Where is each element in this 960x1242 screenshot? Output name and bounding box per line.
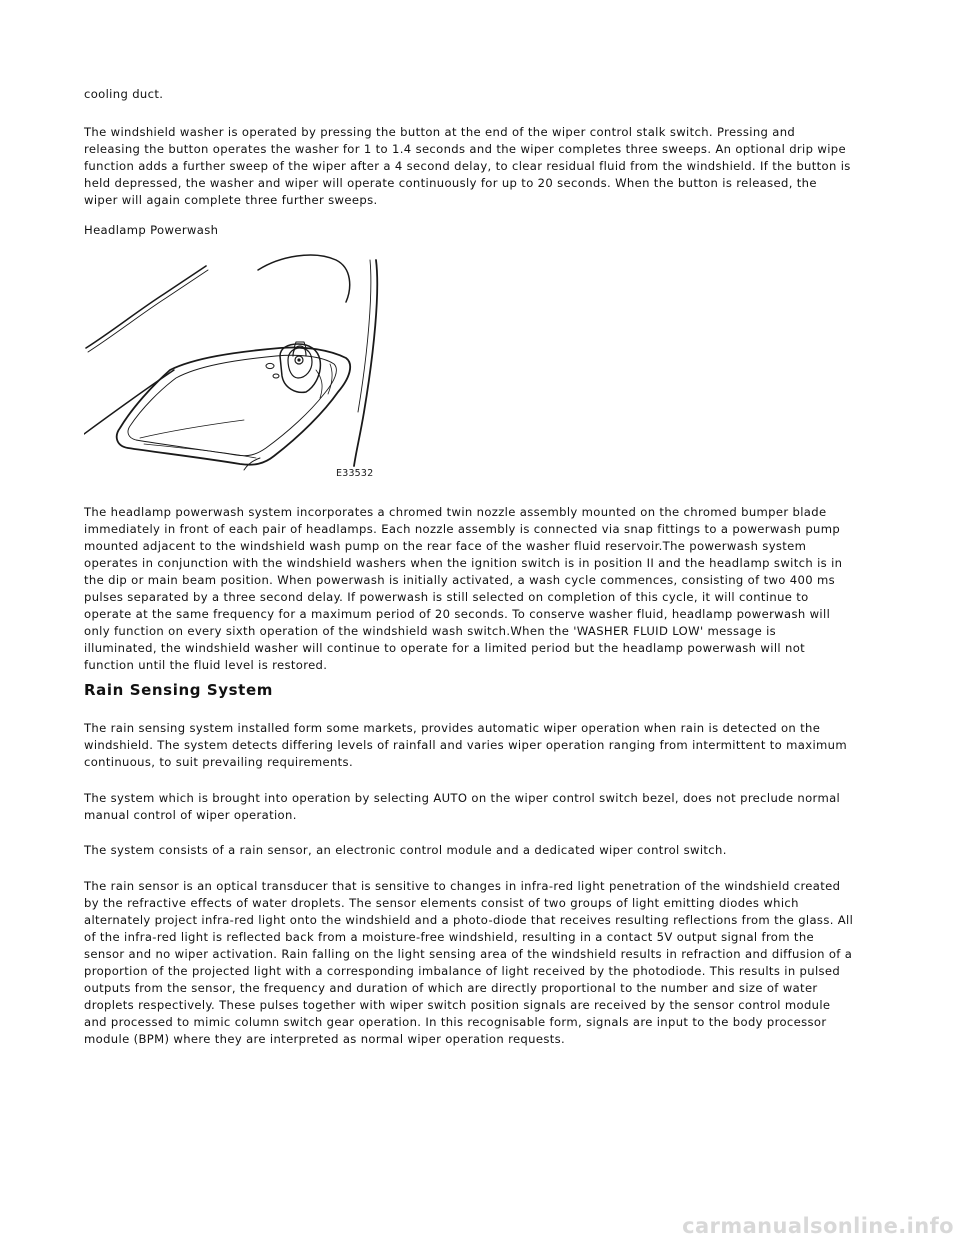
powerwash-subtitle: Headlamp Powerwash (84, 223, 219, 237)
intro-fragment: cooling duct. (84, 87, 164, 101)
rain-paragraph-2: The system which is brought into operation by selecting AUTO on the wiper control switch bezel, does not preclude normal manual control of wiper operation. (84, 791, 841, 822)
headlamp-powerwash-nozzle-illustration (84, 252, 394, 488)
rain-paragraph-3: The system consists of a rain sensor, an electronic control module and a dedicated wiper control switch. (84, 843, 727, 857)
watermark: carmanualsonline.info (682, 1214, 954, 1238)
rain-paragraph-1: The rain sensing system installed form some markets, provides automatic wiper operation when rain is detected on the windshield. The system detects differing levels of rainfall and varies wiper operation ranging from intermittent to maximum continuous, to suit prevailing requirements. (84, 721, 848, 769)
washer-paragraph: The windshield washer is operated by pressing the button at the end of the wiper control stalk switch. Pressing and releasing the button operates the washer for 1 to 1.4 seconds and the wiper completes three sweeps. An optional drip wipe function adds a further sweep of the wiper after a 4 second delay, to clear residual fluid from the windshield. If the button is held depressed, the washer and wiper will operate continuously for up to 20 seconds. When the button is released, the wiper will again complete three further sweeps. (84, 125, 851, 207)
headlamp-powerwash-figure (84, 252, 394, 488)
powerwash-paragraph: The headlamp powerwash system incorporates a chromed twin nozzle assembly mounted on the chromed bumper blade immediately in front of each pair of headlamps. Each nozzle assembly is connected via snap fittings to a powerwash pump mounted adjacent to the windshield wash pump on the rear face of the washer fluid reservoir.The powerwash system operates in conjunction with the windshield washers when the ignition switch is in position II and the headlamp switch is in the dip or main beam position. When powerwash is initially activated, a wash cycle commences, consisting of two 400 ms pulses separated by a three second delay. If powerwash is still selected on completion of this cycle, it will continue to operate at the same frequency for a maximum period of 20 seconds. To conserve washer fluid, headlamp powerwash will only function on every sixth operation of the windshield wash switch.When the 'WASHER FLUID LOW' message is illuminated, the windshield washer will continue to operate for a limited period but the headlamp powerwash will not function until the fluid level is restored. (84, 505, 843, 672)
rain-paragraph-4: The rain sensor is an optical transducer that is sensitive to changes in infra-red light penetration of the windshield created by the refractive effects of water droplets. The sensor elements consist of two groups of light emitting diodes which alternately project infra-red light onto the windshield and a photo-diode that receives resulting reflections from the glass. All of the infra-red light is reflected back from a moisture-free windshield, resulting in a contact 5V output signal from the sensor and no wiper activation. Rain falling on the light sensing area of the windshield results in refraction and diffusion of a proportion of the projected light with a corresponding imbalance of light received by the photodiode. This results in pulsed outputs from the sensor, the frequency and duration of which are directly proportional to the number and size of water droplets respectively. These pulses together with wiper switch position signals are received by the sensor control module and processed to mimic column switch gear operation. In this recognisable form, signals are input to the body processor module (BPM) where they are interpreted as normal wiper operation requests. (84, 879, 854, 1046)
rain-sensing-heading: Rain Sensing System (84, 681, 273, 699)
figure-label: E33532 (336, 468, 374, 479)
